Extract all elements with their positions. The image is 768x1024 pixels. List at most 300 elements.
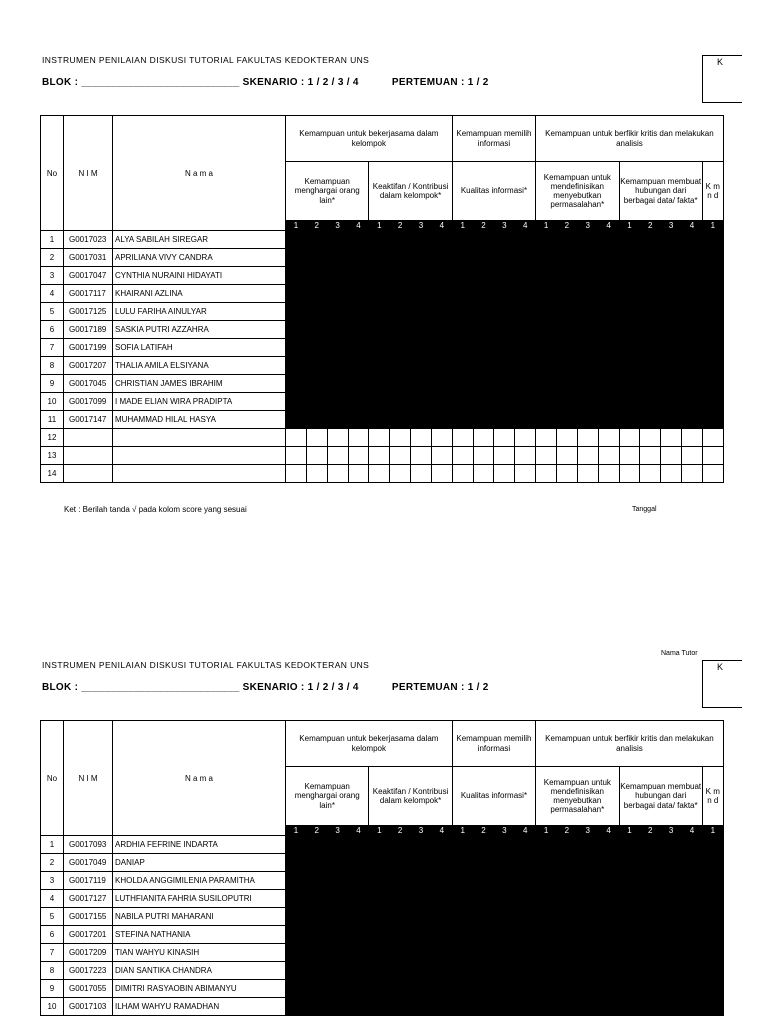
score-cell[interactable] xyxy=(619,962,640,980)
score-cell[interactable] xyxy=(640,339,661,357)
score-cell[interactable] xyxy=(452,926,473,944)
score-cell[interactable] xyxy=(515,285,536,303)
score-cell[interactable] xyxy=(431,980,452,998)
score-cell[interactable] xyxy=(702,980,723,998)
score-cell[interactable] xyxy=(536,872,557,890)
score-cell[interactable] xyxy=(306,285,327,303)
score-cell[interactable] xyxy=(431,854,452,872)
score-cell[interactable] xyxy=(286,357,307,375)
score-cell[interactable] xyxy=(306,980,327,998)
score-cell[interactable] xyxy=(411,339,432,357)
score-cell[interactable] xyxy=(682,908,703,926)
score-cell[interactable] xyxy=(598,908,619,926)
score-cell[interactable] xyxy=(411,231,432,249)
score-cell[interactable] xyxy=(473,872,494,890)
score-cell[interactable] xyxy=(327,980,348,998)
score-cell[interactable] xyxy=(682,267,703,285)
score-cell[interactable] xyxy=(431,285,452,303)
score-cell[interactable] xyxy=(327,393,348,411)
score-cell[interactable] xyxy=(640,962,661,980)
score-cell[interactable] xyxy=(661,908,682,926)
score-cell[interactable] xyxy=(640,321,661,339)
score-cell[interactable] xyxy=(682,357,703,375)
score-cell[interactable] xyxy=(369,836,390,854)
score-cell[interactable] xyxy=(515,303,536,321)
score-cell[interactable] xyxy=(494,944,515,962)
score-cell[interactable] xyxy=(598,303,619,321)
score-cell[interactable] xyxy=(452,375,473,393)
score-cell[interactable] xyxy=(369,980,390,998)
score-cell[interactable] xyxy=(348,926,369,944)
score-cell[interactable] xyxy=(452,249,473,267)
score-cell[interactable] xyxy=(515,411,536,429)
score-cell[interactable] xyxy=(452,890,473,908)
score-cell[interactable] xyxy=(431,465,452,483)
score-cell[interactable] xyxy=(682,980,703,998)
score-cell[interactable] xyxy=(661,393,682,411)
score-cell[interactable] xyxy=(702,339,723,357)
score-cell[interactable] xyxy=(473,321,494,339)
score-cell[interactable] xyxy=(577,249,598,267)
score-cell[interactable] xyxy=(306,465,327,483)
score-cell[interactable] xyxy=(577,303,598,321)
score-cell[interactable] xyxy=(390,321,411,339)
score-cell[interactable] xyxy=(327,465,348,483)
score-cell[interactable] xyxy=(556,908,577,926)
score-cell[interactable] xyxy=(536,231,557,249)
score-cell[interactable] xyxy=(640,231,661,249)
score-cell[interactable] xyxy=(494,926,515,944)
score-cell[interactable] xyxy=(619,926,640,944)
score-cell[interactable] xyxy=(306,890,327,908)
score-cell[interactable] xyxy=(494,908,515,926)
score-cell[interactable] xyxy=(452,980,473,998)
score-cell[interactable] xyxy=(556,285,577,303)
score-cell[interactable] xyxy=(327,944,348,962)
score-cell[interactable] xyxy=(369,321,390,339)
score-cell[interactable] xyxy=(661,890,682,908)
score-cell[interactable] xyxy=(640,465,661,483)
score-cell[interactable] xyxy=(702,303,723,321)
score-cell[interactable] xyxy=(640,303,661,321)
score-cell[interactable] xyxy=(515,872,536,890)
score-cell[interactable] xyxy=(327,357,348,375)
score-cell[interactable] xyxy=(598,926,619,944)
score-cell[interactable] xyxy=(390,231,411,249)
score-cell[interactable] xyxy=(369,285,390,303)
score-cell[interactable] xyxy=(327,447,348,465)
score-cell[interactable] xyxy=(682,339,703,357)
score-cell[interactable] xyxy=(515,465,536,483)
score-cell[interactable] xyxy=(473,285,494,303)
score-cell[interactable] xyxy=(619,321,640,339)
score-cell[interactable] xyxy=(682,285,703,303)
score-cell[interactable] xyxy=(348,267,369,285)
score-cell[interactable] xyxy=(682,429,703,447)
score-cell[interactable] xyxy=(327,962,348,980)
score-cell[interactable] xyxy=(390,944,411,962)
score-cell[interactable] xyxy=(431,321,452,339)
score-cell[interactable] xyxy=(286,926,307,944)
score-cell[interactable] xyxy=(515,908,536,926)
score-cell[interactable] xyxy=(515,375,536,393)
score-cell[interactable] xyxy=(348,836,369,854)
blok-field[interactable]: BLOK : ___________________________ xyxy=(42,682,240,693)
score-cell[interactable] xyxy=(494,465,515,483)
score-cell[interactable] xyxy=(556,231,577,249)
score-cell[interactable] xyxy=(390,926,411,944)
score-cell[interactable] xyxy=(598,393,619,411)
score-cell[interactable] xyxy=(577,357,598,375)
score-cell[interactable] xyxy=(369,357,390,375)
score-cell[interactable] xyxy=(369,447,390,465)
score-cell[interactable] xyxy=(515,357,536,375)
score-cell[interactable] xyxy=(431,447,452,465)
score-cell[interactable] xyxy=(390,339,411,357)
score-cell[interactable] xyxy=(577,836,598,854)
score-cell[interactable] xyxy=(661,429,682,447)
score-cell[interactable] xyxy=(327,339,348,357)
score-cell[interactable] xyxy=(577,393,598,411)
score-cell[interactable] xyxy=(431,890,452,908)
score-cell[interactable] xyxy=(661,998,682,1016)
score-cell[interactable] xyxy=(682,321,703,339)
score-cell[interactable] xyxy=(348,303,369,321)
score-cell[interactable] xyxy=(702,926,723,944)
score-cell[interactable] xyxy=(702,267,723,285)
score-cell[interactable] xyxy=(702,908,723,926)
score-cell[interactable] xyxy=(494,854,515,872)
score-cell[interactable] xyxy=(661,303,682,321)
score-cell[interactable] xyxy=(556,944,577,962)
score-cell[interactable] xyxy=(369,908,390,926)
score-cell[interactable] xyxy=(661,836,682,854)
score-cell[interactable] xyxy=(515,321,536,339)
score-cell[interactable] xyxy=(452,447,473,465)
score-cell[interactable] xyxy=(577,890,598,908)
score-cell[interactable] xyxy=(306,339,327,357)
score-cell[interactable] xyxy=(598,375,619,393)
score-cell[interactable] xyxy=(702,944,723,962)
score-cell[interactable] xyxy=(577,465,598,483)
score-cell[interactable] xyxy=(306,926,327,944)
score-cell[interactable] xyxy=(286,393,307,411)
score-cell[interactable] xyxy=(411,249,432,267)
score-cell[interactable] xyxy=(536,411,557,429)
score-cell[interactable] xyxy=(661,980,682,998)
score-cell[interactable] xyxy=(619,285,640,303)
score-cell[interactable] xyxy=(473,267,494,285)
score-cell[interactable] xyxy=(431,836,452,854)
score-cell[interactable] xyxy=(577,908,598,926)
score-cell[interactable] xyxy=(452,854,473,872)
score-cell[interactable] xyxy=(536,303,557,321)
score-cell[interactable] xyxy=(556,836,577,854)
score-cell[interactable] xyxy=(619,231,640,249)
score-cell[interactable] xyxy=(431,926,452,944)
score-cell[interactable] xyxy=(556,429,577,447)
score-cell[interactable] xyxy=(327,231,348,249)
score-cell[interactable] xyxy=(306,267,327,285)
score-cell[interactable] xyxy=(640,357,661,375)
score-cell[interactable] xyxy=(494,890,515,908)
score-cell[interactable] xyxy=(619,465,640,483)
score-cell[interactable] xyxy=(327,267,348,285)
score-cell[interactable] xyxy=(682,249,703,267)
score-cell[interactable] xyxy=(577,962,598,980)
score-cell[interactable] xyxy=(640,926,661,944)
score-cell[interactable] xyxy=(598,944,619,962)
score-cell[interactable] xyxy=(348,465,369,483)
score-cell[interactable] xyxy=(577,411,598,429)
score-cell[interactable] xyxy=(556,890,577,908)
score-cell[interactable] xyxy=(640,836,661,854)
score-cell[interactable] xyxy=(306,944,327,962)
score-cell[interactable] xyxy=(556,357,577,375)
score-cell[interactable] xyxy=(661,285,682,303)
score-cell[interactable] xyxy=(682,303,703,321)
score-cell[interactable] xyxy=(390,357,411,375)
score-cell[interactable] xyxy=(411,357,432,375)
score-cell[interactable] xyxy=(702,998,723,1016)
score-cell[interactable] xyxy=(369,872,390,890)
score-cell[interactable] xyxy=(327,303,348,321)
score-cell[interactable] xyxy=(306,231,327,249)
score-cell[interactable] xyxy=(411,890,432,908)
score-cell[interactable] xyxy=(661,267,682,285)
score-cell[interactable] xyxy=(577,339,598,357)
score-cell[interactable] xyxy=(431,393,452,411)
score-cell[interactable] xyxy=(598,321,619,339)
score-cell[interactable] xyxy=(598,836,619,854)
score-cell[interactable] xyxy=(327,854,348,872)
score-cell[interactable] xyxy=(390,303,411,321)
score-cell[interactable] xyxy=(682,465,703,483)
score-cell[interactable] xyxy=(327,926,348,944)
score-cell[interactable] xyxy=(306,303,327,321)
score-cell[interactable] xyxy=(494,980,515,998)
score-cell[interactable] xyxy=(702,854,723,872)
score-cell[interactable] xyxy=(640,249,661,267)
score-cell[interactable] xyxy=(556,267,577,285)
score-cell[interactable] xyxy=(536,998,557,1016)
score-cell[interactable] xyxy=(369,854,390,872)
score-cell[interactable] xyxy=(473,357,494,375)
score-cell[interactable] xyxy=(390,854,411,872)
score-cell[interactable] xyxy=(348,393,369,411)
score-cell[interactable] xyxy=(431,231,452,249)
score-cell[interactable] xyxy=(536,267,557,285)
score-cell[interactable] xyxy=(473,231,494,249)
score-cell[interactable] xyxy=(369,944,390,962)
score-cell[interactable] xyxy=(702,285,723,303)
score-cell[interactable] xyxy=(536,890,557,908)
score-cell[interactable] xyxy=(619,249,640,267)
score-cell[interactable] xyxy=(536,357,557,375)
score-cell[interactable] xyxy=(556,465,577,483)
score-cell[interactable] xyxy=(369,375,390,393)
score-cell[interactable] xyxy=(640,411,661,429)
score-cell[interactable] xyxy=(411,465,432,483)
score-cell[interactable] xyxy=(702,231,723,249)
score-cell[interactable] xyxy=(577,854,598,872)
score-cell[interactable] xyxy=(702,447,723,465)
score-cell[interactable] xyxy=(390,872,411,890)
score-cell[interactable] xyxy=(286,375,307,393)
score-cell[interactable] xyxy=(515,249,536,267)
score-cell[interactable] xyxy=(327,872,348,890)
score-cell[interactable] xyxy=(390,375,411,393)
score-cell[interactable] xyxy=(598,357,619,375)
score-cell[interactable] xyxy=(306,872,327,890)
score-cell[interactable] xyxy=(598,998,619,1016)
score-cell[interactable] xyxy=(536,429,557,447)
score-cell[interactable] xyxy=(494,303,515,321)
score-cell[interactable] xyxy=(619,303,640,321)
score-cell[interactable] xyxy=(473,447,494,465)
score-cell[interactable] xyxy=(619,908,640,926)
score-cell[interactable] xyxy=(286,339,307,357)
score-cell[interactable] xyxy=(327,285,348,303)
score-cell[interactable] xyxy=(661,854,682,872)
score-cell[interactable] xyxy=(640,375,661,393)
score-cell[interactable] xyxy=(369,465,390,483)
score-cell[interactable] xyxy=(452,944,473,962)
score-cell[interactable] xyxy=(286,267,307,285)
score-cell[interactable] xyxy=(390,980,411,998)
score-cell[interactable] xyxy=(431,411,452,429)
score-cell[interactable] xyxy=(286,249,307,267)
score-cell[interactable] xyxy=(536,926,557,944)
score-cell[interactable] xyxy=(369,231,390,249)
score-cell[interactable] xyxy=(556,249,577,267)
score-cell[interactable] xyxy=(536,375,557,393)
score-cell[interactable] xyxy=(494,231,515,249)
score-cell[interactable] xyxy=(348,908,369,926)
score-cell[interactable] xyxy=(536,465,557,483)
score-cell[interactable] xyxy=(515,836,536,854)
score-cell[interactable] xyxy=(473,339,494,357)
score-cell[interactable] xyxy=(411,267,432,285)
score-cell[interactable] xyxy=(577,872,598,890)
score-cell[interactable] xyxy=(577,375,598,393)
score-cell[interactable] xyxy=(640,854,661,872)
score-cell[interactable] xyxy=(327,908,348,926)
score-cell[interactable] xyxy=(619,357,640,375)
score-cell[interactable] xyxy=(640,285,661,303)
score-cell[interactable] xyxy=(577,980,598,998)
score-cell[interactable] xyxy=(452,908,473,926)
score-cell[interactable] xyxy=(390,890,411,908)
score-cell[interactable] xyxy=(452,429,473,447)
score-cell[interactable] xyxy=(431,249,452,267)
score-cell[interactable] xyxy=(515,890,536,908)
score-cell[interactable] xyxy=(473,393,494,411)
score-cell[interactable] xyxy=(348,998,369,1016)
score-cell[interactable] xyxy=(494,429,515,447)
score-cell[interactable] xyxy=(369,411,390,429)
score-cell[interactable] xyxy=(619,854,640,872)
score-cell[interactable] xyxy=(702,890,723,908)
score-cell[interactable] xyxy=(473,375,494,393)
score-cell[interactable] xyxy=(640,872,661,890)
score-cell[interactable] xyxy=(431,267,452,285)
score-cell[interactable] xyxy=(286,944,307,962)
score-cell[interactable] xyxy=(286,429,307,447)
score-cell[interactable] xyxy=(536,339,557,357)
score-cell[interactable] xyxy=(682,872,703,890)
score-cell[interactable] xyxy=(619,375,640,393)
score-cell[interactable] xyxy=(306,908,327,926)
score-cell[interactable] xyxy=(702,249,723,267)
score-cell[interactable] xyxy=(661,465,682,483)
score-cell[interactable] xyxy=(702,375,723,393)
score-cell[interactable] xyxy=(556,375,577,393)
score-cell[interactable] xyxy=(348,285,369,303)
score-cell[interactable] xyxy=(390,447,411,465)
score-cell[interactable] xyxy=(515,854,536,872)
score-cell[interactable] xyxy=(598,249,619,267)
score-cell[interactable] xyxy=(348,944,369,962)
blok-field[interactable]: BLOK : ___________________________ xyxy=(42,77,240,88)
score-cell[interactable] xyxy=(661,231,682,249)
score-cell[interactable] xyxy=(473,962,494,980)
score-cell[interactable] xyxy=(452,285,473,303)
score-cell[interactable] xyxy=(390,393,411,411)
score-cell[interactable] xyxy=(598,231,619,249)
score-cell[interactable] xyxy=(306,357,327,375)
score-cell[interactable] xyxy=(556,321,577,339)
score-cell[interactable] xyxy=(640,447,661,465)
score-cell[interactable] xyxy=(286,854,307,872)
score-cell[interactable] xyxy=(306,429,327,447)
score-cell[interactable] xyxy=(431,944,452,962)
score-cell[interactable] xyxy=(682,411,703,429)
score-cell[interactable] xyxy=(411,836,432,854)
score-cell[interactable] xyxy=(286,998,307,1016)
score-cell[interactable] xyxy=(286,231,307,249)
score-cell[interactable] xyxy=(494,321,515,339)
score-cell[interactable] xyxy=(431,429,452,447)
score-cell[interactable] xyxy=(431,908,452,926)
score-cell[interactable] xyxy=(286,962,307,980)
score-cell[interactable] xyxy=(494,447,515,465)
score-cell[interactable] xyxy=(411,926,432,944)
score-cell[interactable] xyxy=(494,872,515,890)
score-cell[interactable] xyxy=(411,854,432,872)
score-cell[interactable] xyxy=(640,393,661,411)
score-cell[interactable] xyxy=(556,303,577,321)
score-cell[interactable] xyxy=(390,411,411,429)
score-cell[interactable] xyxy=(515,944,536,962)
score-cell[interactable] xyxy=(286,872,307,890)
score-cell[interactable] xyxy=(556,854,577,872)
score-cell[interactable] xyxy=(556,411,577,429)
score-cell[interactable] xyxy=(306,411,327,429)
score-cell[interactable] xyxy=(682,998,703,1016)
score-cell[interactable] xyxy=(286,321,307,339)
score-cell[interactable] xyxy=(702,872,723,890)
score-cell[interactable] xyxy=(702,962,723,980)
score-cell[interactable] xyxy=(286,980,307,998)
score-cell[interactable] xyxy=(661,926,682,944)
score-cell[interactable] xyxy=(619,411,640,429)
score-cell[interactable] xyxy=(286,908,307,926)
score-cell[interactable] xyxy=(494,998,515,1016)
score-cell[interactable] xyxy=(306,375,327,393)
score-cell[interactable] xyxy=(536,321,557,339)
score-cell[interactable] xyxy=(661,447,682,465)
